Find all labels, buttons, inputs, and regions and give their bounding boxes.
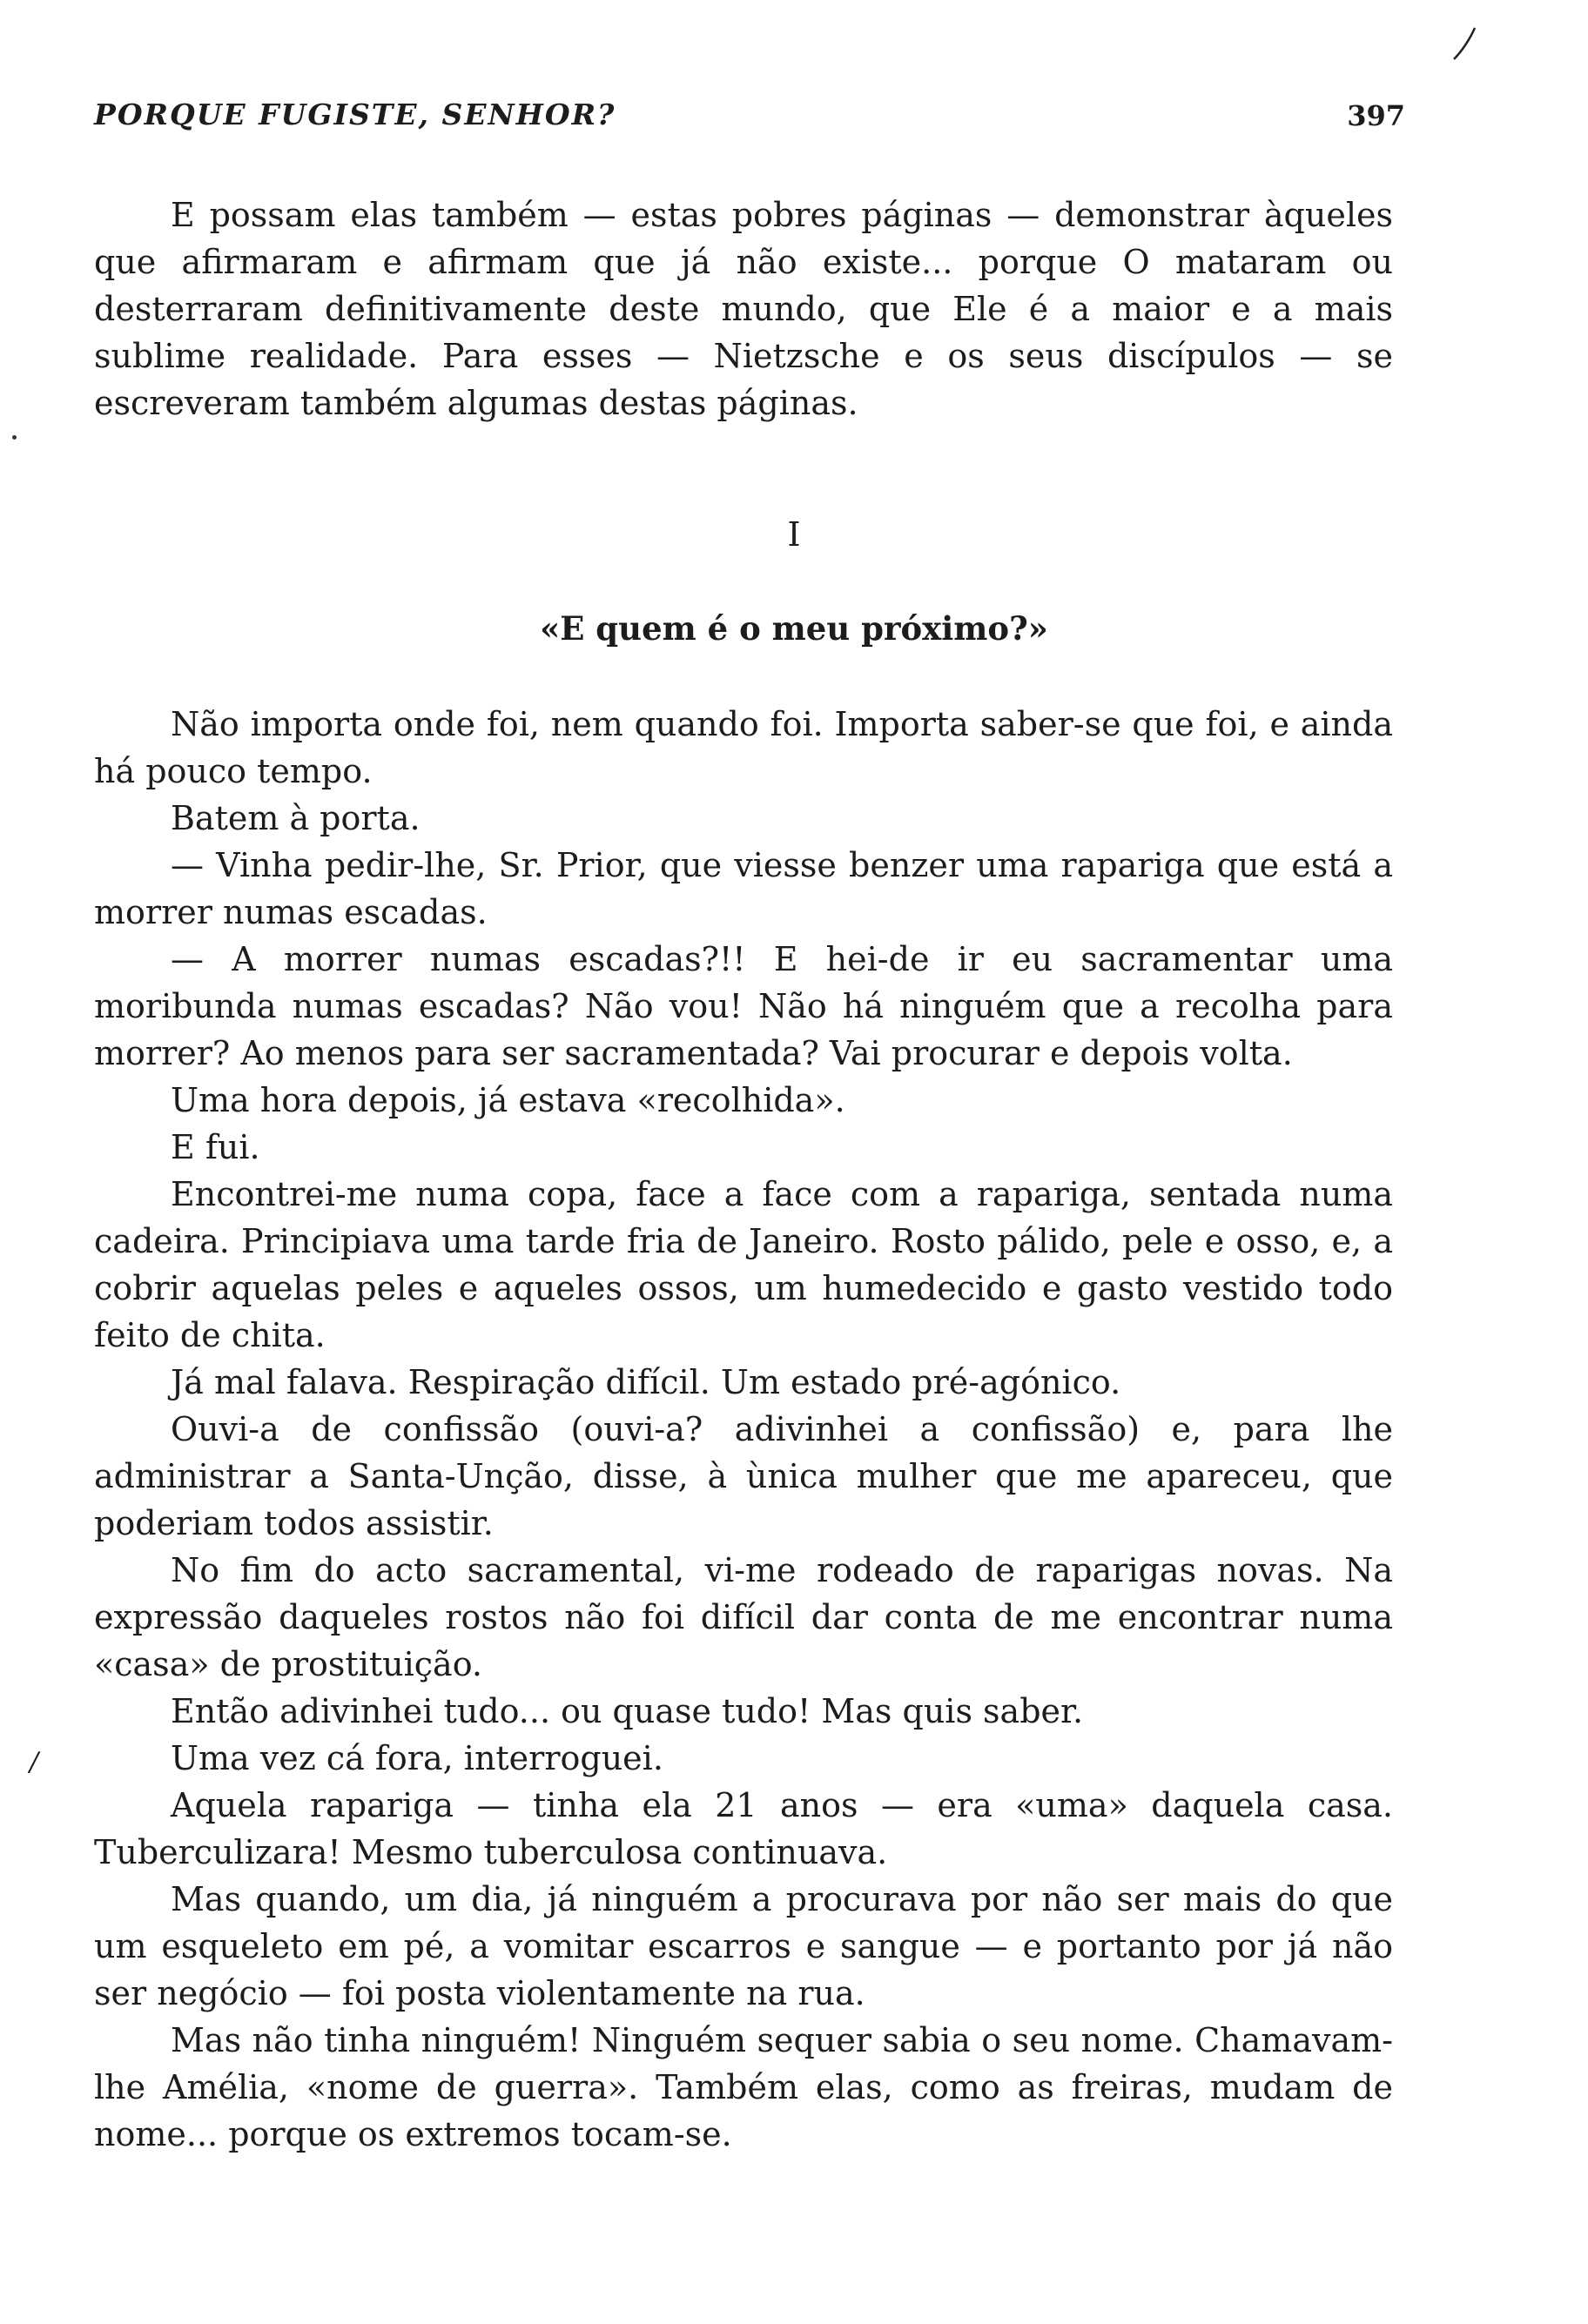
paragraph: E fui. xyxy=(171,1128,260,1166)
paragraph: E possam elas também — estas pobres páginas — demonstrar àqueles que afirmaram e afirmam que já não existe... porque O mataram ou desterraram definitivamente deste mundo, que Ele é a maior e a mais sublime realidade. Para esses — Nietzsche e os seus discípulos — se escreveram também algumas destas páginas. xyxy=(94,196,1393,422)
section-body xyxy=(94,701,1393,2158)
paragraph: Mas não tinha ninguém! Ninguém sequer sabia o seu nome. Chamavam-lhe Amélia, «nome de guerra». Também elas, como as freiras, mudam de nome... porque os extremos tocam-se. xyxy=(94,2021,1393,2153)
paragraph: Batem à porta. xyxy=(171,799,421,837)
running-header xyxy=(94,97,1405,150)
paragraph: Já mal falava. Respiração difícil. Um estado pré-agónico. xyxy=(171,1363,1121,1401)
paragraph: — Vinha pedir-lhe, Sr. Prior, que viesse benzer uma rapariga que está a morrer numas escadas. xyxy=(94,846,1393,931)
paragraph: Aquela rapariga — tinha ela 21 anos — era «uma» daquela casa. Tuberculizara! Mesmo tuberculosa continuava. xyxy=(94,1786,1393,1871)
paragraph: Uma vez cá fora, interroguei. xyxy=(171,1739,663,1777)
paragraph: Não importa onde foi, nem quando foi. Importa saber-se que foi, e ainda há pouco tempo. xyxy=(94,705,1393,790)
paragraph: Ouvi-a de confissão (ouvi-a? adivinhei a confissão) e, para lhe administrar a Santa-Unção, disse, à ùnica mulher que me apareceu, que poderiam todos assistir. xyxy=(94,1410,1393,1542)
paragraph: No fim do acto sacramental, vi-me rodeado de raparigas novas. Na expressão daqueles rostos não foi difícil dar conta de me encontrar numa «casa» de prostituição. xyxy=(94,1551,1393,1683)
margin-speck xyxy=(12,435,17,440)
margin-tick: / xyxy=(30,1747,39,1777)
paragraph: Encontrei-me numa copa, face a face com a rapariga, sentada numa cadeira. Principiava uma tarde fria de Janeiro. Rosto pálido, pele e osso, e, a cobrir aquelas peles e aqueles ossos, um humedecido e gasto vestido todo feito de chita. xyxy=(94,1175,1393,1354)
section-title: «E quem é o meu próximo?» xyxy=(540,609,1048,648)
intro-text xyxy=(94,191,1393,427)
running-title: PORQUE FUGISTE, SENHOR? xyxy=(94,97,616,131)
section-number: I xyxy=(787,515,801,554)
paragraph: Então adivinhei tudo... ou quase tudo! Mas quis saber. xyxy=(171,1692,1084,1730)
paragraph: Uma hora depois, já estava «recolhida». xyxy=(171,1081,845,1119)
paragraph: Mas quando, um dia, já ninguém a procurava por não ser mais do que um esqueleto em pé, a vomitar escarros e sangue — e portanto por já não ser negócio — foi posta violentamente na rua. xyxy=(94,1880,1393,2012)
page-number: 397 xyxy=(1347,99,1405,132)
paragraph: — A morrer numas escadas?!! E hei-de ir eu sacramentar uma moribunda numas escadas? Não vou! Não há ninguém que a recolha para morrer? Ao menos para ser sacramentada? Vai procurar e depois volta. xyxy=(94,940,1393,1072)
pencil-mark xyxy=(1452,26,1477,61)
